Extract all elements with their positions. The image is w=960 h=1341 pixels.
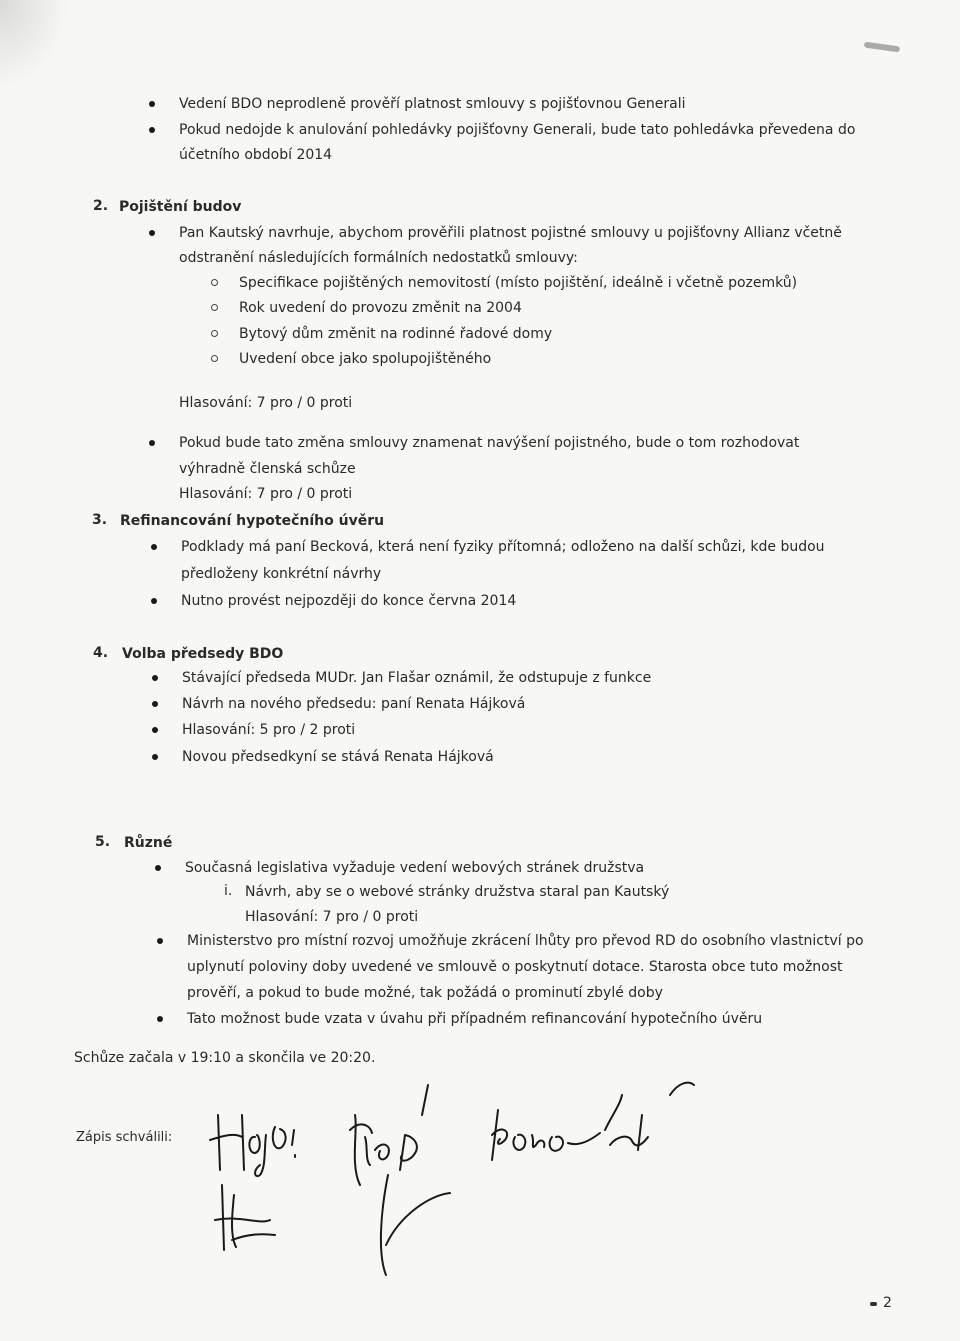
section-number: 4. <box>93 645 109 661</box>
vote-result: Hlasování: 7 pro / 0 proti <box>179 395 353 411</box>
bullet-item: Nutno provést nejpozději do konce června 2014 <box>181 593 517 609</box>
section-heading: Různé <box>124 835 173 851</box>
bullet-item: Návrh na nového předsedu: paní Renata Hájková <box>182 696 526 712</box>
closing-note: Schůze začala v 19:10 a skončila ve 20:20. <box>74 1050 376 1066</box>
section-number: 5. <box>95 834 111 850</box>
bullet-continuation: předloženy konkrétní návrhy <box>181 566 382 582</box>
approved-label: Zápis schválili: <box>76 1130 173 1145</box>
bullet-item: Pokud nedojde k anulování pohledávky pojišťovny Generali, bude tato pohledávka převedena do <box>179 122 856 138</box>
bullet-item: Současná legislativa vyžaduje vedení webových stránek družstva <box>185 860 645 876</box>
signatures <box>200 1075 700 1285</box>
sub-item: Rok uvedení do provozu změnit na 2004 <box>239 300 522 316</box>
vote-result: Hlasování: 7 pro / 0 proti <box>179 486 353 502</box>
bullet-continuation: účetního období 2014 <box>179 147 333 163</box>
vote-result: Hlasování: 7 pro / 0 proti <box>245 909 419 925</box>
bullet-continuation: uplynutí poloviny doby uvedené ve smlouvě o poskytnutí dotace. Starosta obce tuto možnost <box>187 959 843 975</box>
bullet-item: Podklady má paní Becková, která není fyziky přítomná; odloženo na další schůzi, kde budou <box>181 539 825 555</box>
signature-1 <box>210 1115 295 1176</box>
signature-2 <box>350 1085 428 1185</box>
section-heading: Refinancování hypotečního úvěru <box>120 513 385 529</box>
section-heading: Pojištění budov <box>119 199 242 215</box>
page-number-mark <box>870 1302 877 1306</box>
sub-item: Návrh, aby se o webové stránky družstva staral pan Kautský <box>245 884 670 900</box>
scan-mark <box>864 42 900 53</box>
bullet-item: Tato možnost bude vzata v úvahu při případném refinancování hypotečního úvěru <box>187 1011 763 1027</box>
bullet-item: Ministerstvo pro místní rozvoj umožňuje zkrácení lhůty pro převod RD do osobního vlastnictví po <box>187 933 864 949</box>
bullet-item: Pokud bude tato změna smlouvy znamenat navýšení pojistného, bude o tom rozhodovat <box>179 435 800 451</box>
sub-item: Specifikace pojištěných nemovitostí (místo pojištění, ideálně i včetně pozemků) <box>239 275 798 291</box>
bullet-item: Stávající předseda MUDr. Jan Flašar oznámil, že odstupuje z funkce <box>182 670 652 686</box>
bullet-item: Pan Kautský navrhuje, abychom prověřili platnost pojistné smlouvy u pojišťovny Allianz včetně <box>179 225 842 241</box>
signature-2b <box>381 1175 450 1275</box>
roman-numeral: i. <box>224 883 233 899</box>
bullet-continuation: prověří, a pokud to bude možné, tak požádá o prominutí zbylé doby <box>187 985 663 1001</box>
signature-3 <box>492 1083 694 1160</box>
section-number: 3. <box>92 512 108 528</box>
section-number: 2. <box>93 198 109 214</box>
bullet-continuation: výhradně členská schůze <box>179 461 356 477</box>
bullet-item: Novou předsedkyní se stává Renata Hájková <box>182 749 494 765</box>
bullet-item: Vedení BDO neprodleně prověří platnost smlouvy s pojišťovnou Generali <box>179 96 686 112</box>
page-number: 2 <box>883 1295 892 1311</box>
sub-item: Bytový dům změnit na rodinné řadové domy <box>239 326 553 342</box>
signature-1b <box>215 1185 275 1250</box>
bullet-item: Hlasování: 5 pro / 2 proti <box>182 722 356 738</box>
scan-shadow <box>0 0 70 90</box>
section-heading: Volba předsedy BDO <box>122 646 284 662</box>
bullet-continuation: odstranění následujících formálních nedostatků smlouvy: <box>179 250 578 266</box>
sub-item: Uvedení obce jako spolupojištěného <box>239 351 492 367</box>
